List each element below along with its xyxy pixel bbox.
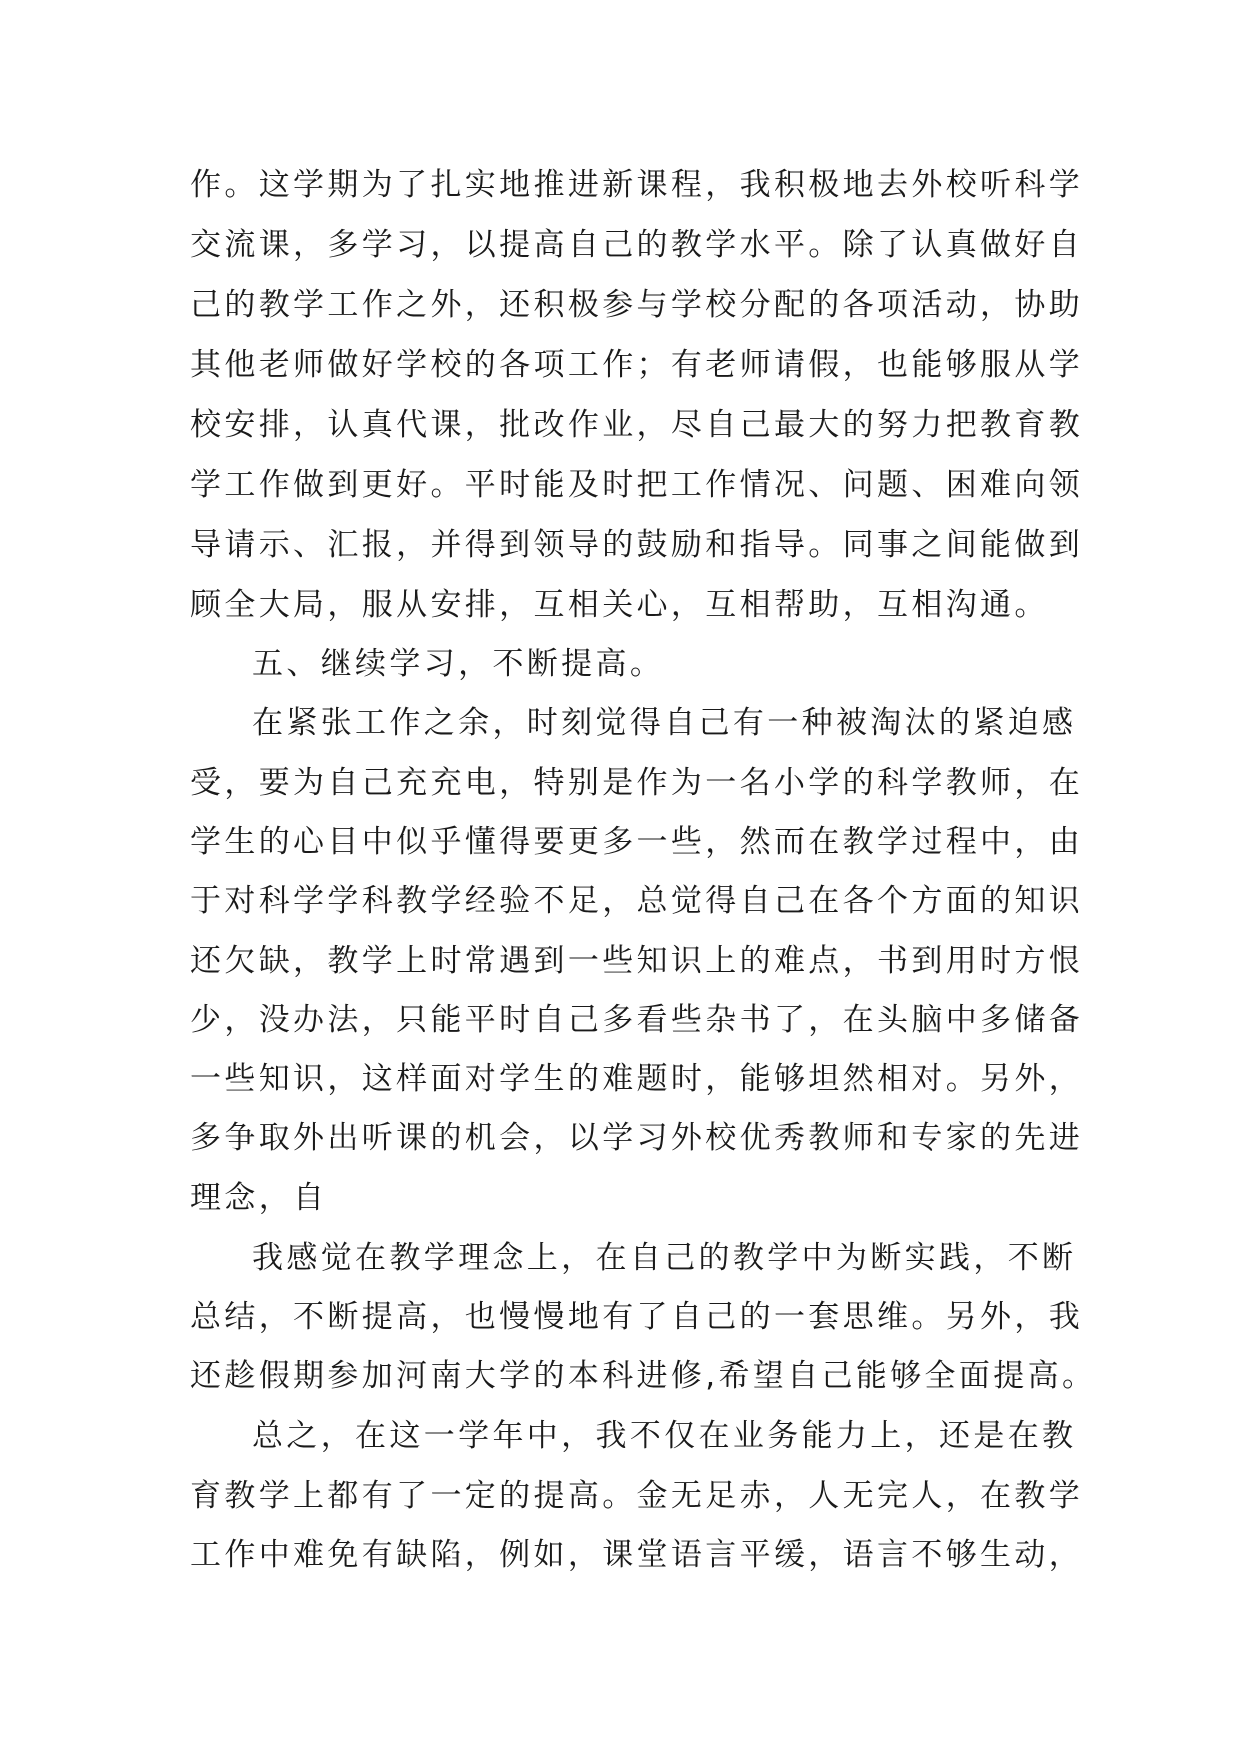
text-line: 还趁假期参加河南大学的本科进修,希望自己能够全面提高。 (190, 1358, 1097, 1394)
text-line: 交流课，多学习，以提高自己的教学水平。除了认真做好自 (190, 227, 1084, 263)
text-line: 一些知识，这样面对学生的难题时，能够坦然相对。另外， (190, 1061, 1084, 1097)
text-line: 总之，在这一学年中，我不仅在业务能力上，还是在教 (252, 1418, 1077, 1454)
text-line: 于对科学学科教学经验不足，总觉得自己在各个方面的知识 (190, 883, 1084, 919)
text-line: 校安排，认真代课，批改作业，尽自己最大的努力把教育教 (190, 407, 1084, 443)
text-line: 顾全大局，服从安排，互相关心，互相帮助，互相沟通。 (190, 587, 1049, 623)
text-line: 学生的心目中似乎懂得要更多一些，然而在教学过程中，由 (190, 824, 1084, 860)
text-line: 育教学上都有了一定的提高。金无足赤，人无完人，在教学 (190, 1478, 1084, 1514)
text-line: 学工作做到更好。平时能及时把工作情况、问题、困难向领 (190, 467, 1084, 503)
text-line: 导请示、汇报，并得到领导的鼓励和指导。同事之间能做到 (190, 527, 1084, 563)
section-heading: 五、继续学习，不断提高。 (252, 646, 665, 682)
text-line: 少，没办法，只能平时自己多看些杂书了，在头脑中多储备 (190, 1002, 1084, 1038)
text-line: 理念，自 (190, 1180, 328, 1216)
text-line: 工作中难免有缺陷，例如，课堂语言平缓，语言不够生动， (190, 1537, 1084, 1573)
text-line: 我感觉在教学理念上，在自己的教学中为断实践，不断 (252, 1240, 1077, 1276)
text-line: 还欠缺，教学上时常遇到一些知识上的难点，书到用时方恨 (190, 943, 1084, 979)
text-line: 在紧张工作之余，时刻觉得自己有一种被淘汰的紧迫感 (252, 705, 1077, 741)
text-line: 总结，不断提高，也慢慢地有了自己的一套思维。另外，我 (190, 1299, 1084, 1335)
text-line: 受，要为自己充充电，特别是作为一名小学的科学教师，在 (190, 765, 1084, 801)
text-line: 多争取外出听课的机会，以学习外校优秀教师和专家的先进 (190, 1120, 1084, 1156)
text-line: 己的教学工作之外，还积极参与学校分配的各项活动，协助 (190, 287, 1084, 323)
text-line: 作。这学期为了扎实地推进新课程，我积极地去外校听科学 (190, 167, 1084, 203)
text-line: 其他老师做好学校的各项工作；有老师请假，也能够服从学 (190, 347, 1084, 383)
